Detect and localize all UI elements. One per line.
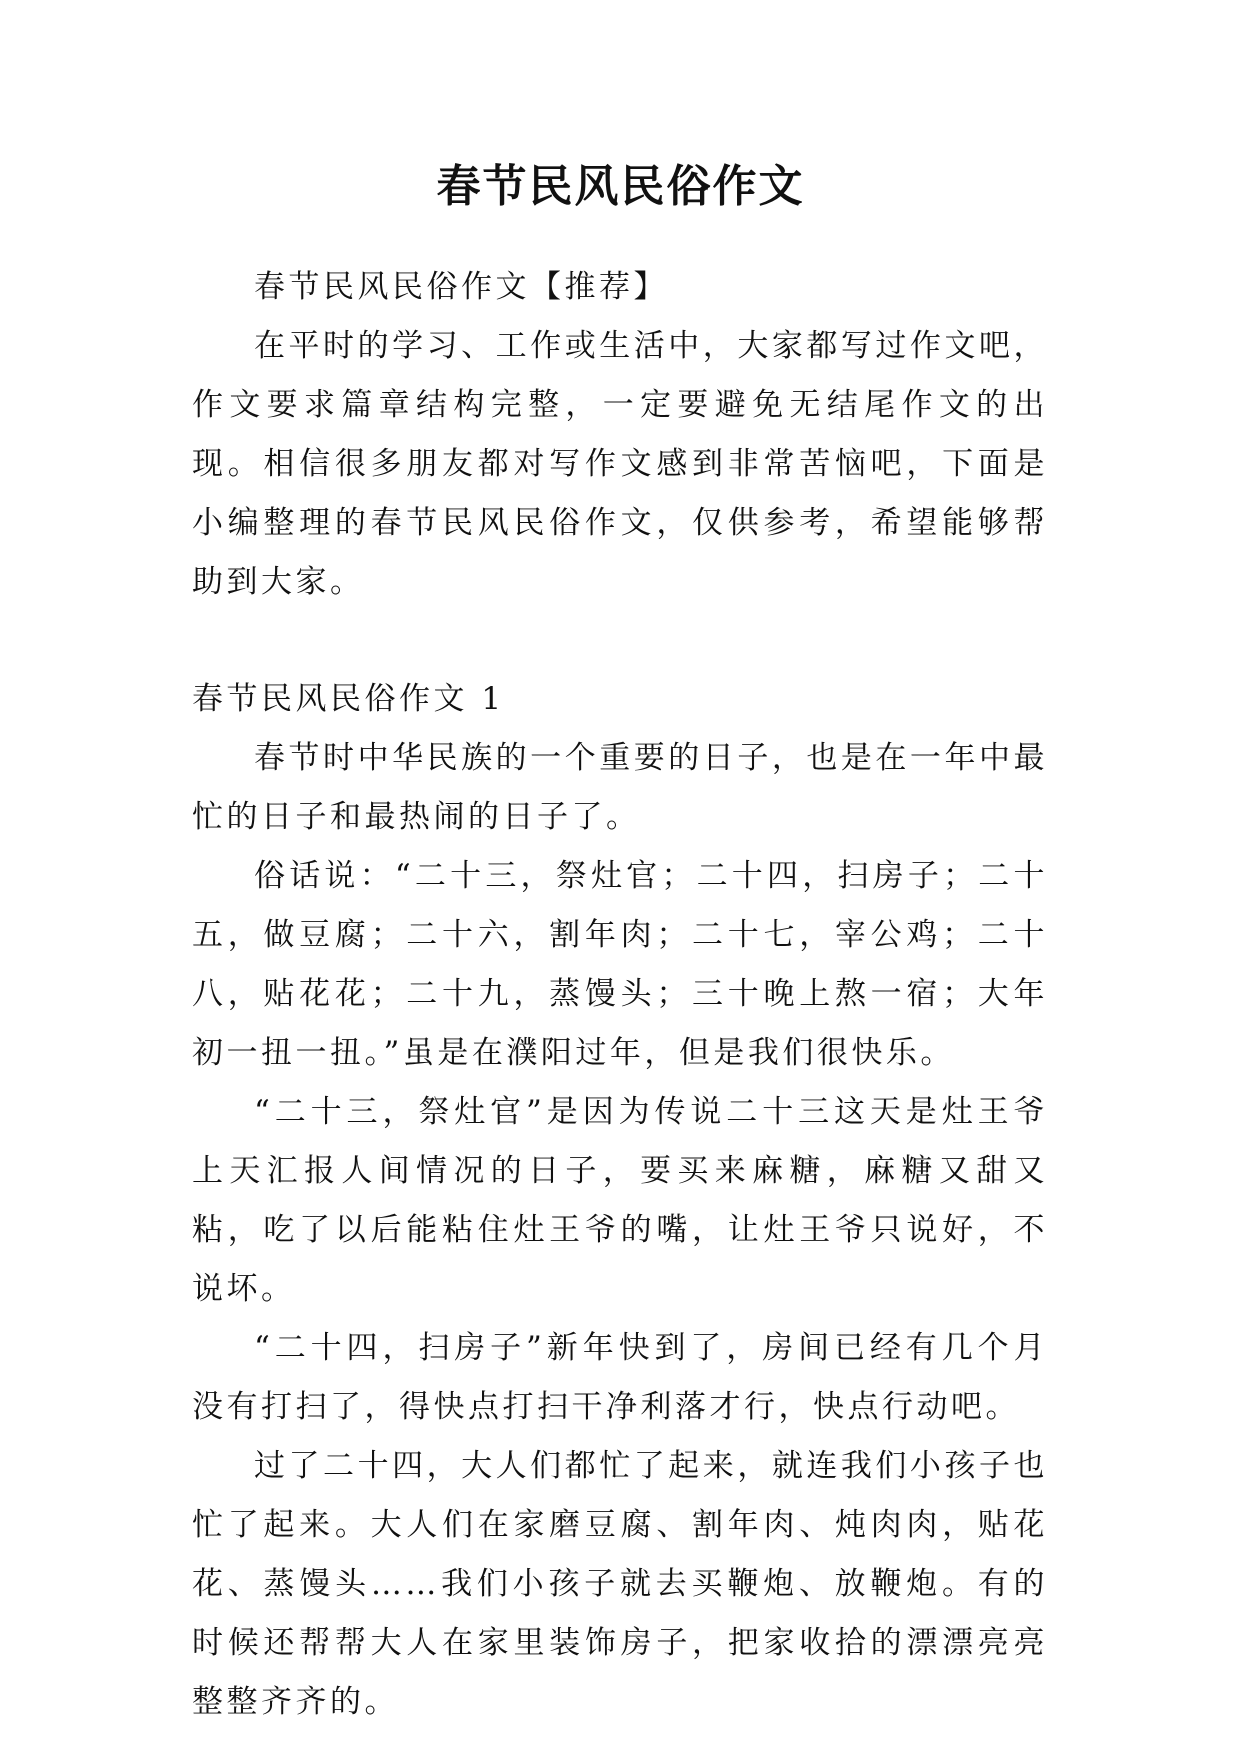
body-paragraph: “二十四，扫房子”新年快到了，房间已经有几个月没有打扫了，得快点打扫干净利落才行，快点行动吧。 — [192, 1330, 1048, 1425]
body-paragraph: 俗话说：“二十三，祭灶官；二十四，扫房子；二十五，做豆腐；二十六，割年肉；二十七，宰公鸡；二十八，贴花花；二十九，蒸馒头；三十晚上熬一宿；大年初一扭一扭。”虽是在濮阳过年，但是我们很快乐。 — [192, 858, 1048, 1071]
document-body — [192, 258, 1048, 1732]
body-paragraph: “二十三，祭灶官”是因为传说二十三这天是灶王爷上天汇报人间情况的日子，要买来麻糖，麻糖又甜又粘，吃了以后能粘住灶王爷的嘴，让灶王爷只说好，不说坏。 — [192, 1094, 1048, 1307]
body-paragraph: 春节时中华民族的一个重要的日子，也是在一年中最忙的日子和最热闹的日子了。 — [192, 740, 1048, 835]
intro-heading: 春节民风民俗作文【推荐】 — [254, 269, 668, 305]
section-gap — [192, 612, 1048, 670]
section-heading: 春节民风民俗作文 1 — [192, 681, 505, 717]
intro-paragraph: 在平时的学习、工作或生活中，大家都写过作文吧，作文要求篇章结构完整，一定要避免无结尾作文的出现。相信很多朋友都对写作文感到非常苦恼吧，下面是小编整理的春节民风民俗作文，仅供参考，希望能够帮助到大家。 — [192, 328, 1048, 600]
document-title: 春节民风民俗作文 — [436, 161, 805, 212]
body-paragraph: 过了二十四，大人们都忙了起来，就连我们小孩子也忙了起来。大人们在家磨豆腐、割年肉、炖肉肉，贴花花、蒸馒头……我们小孩子就去买鞭炮、放鞭炮。有的时候还帮帮大人在家里装饰房子，把家收拾的漂漂亮亮整整齐齐的。 — [192, 1448, 1048, 1720]
